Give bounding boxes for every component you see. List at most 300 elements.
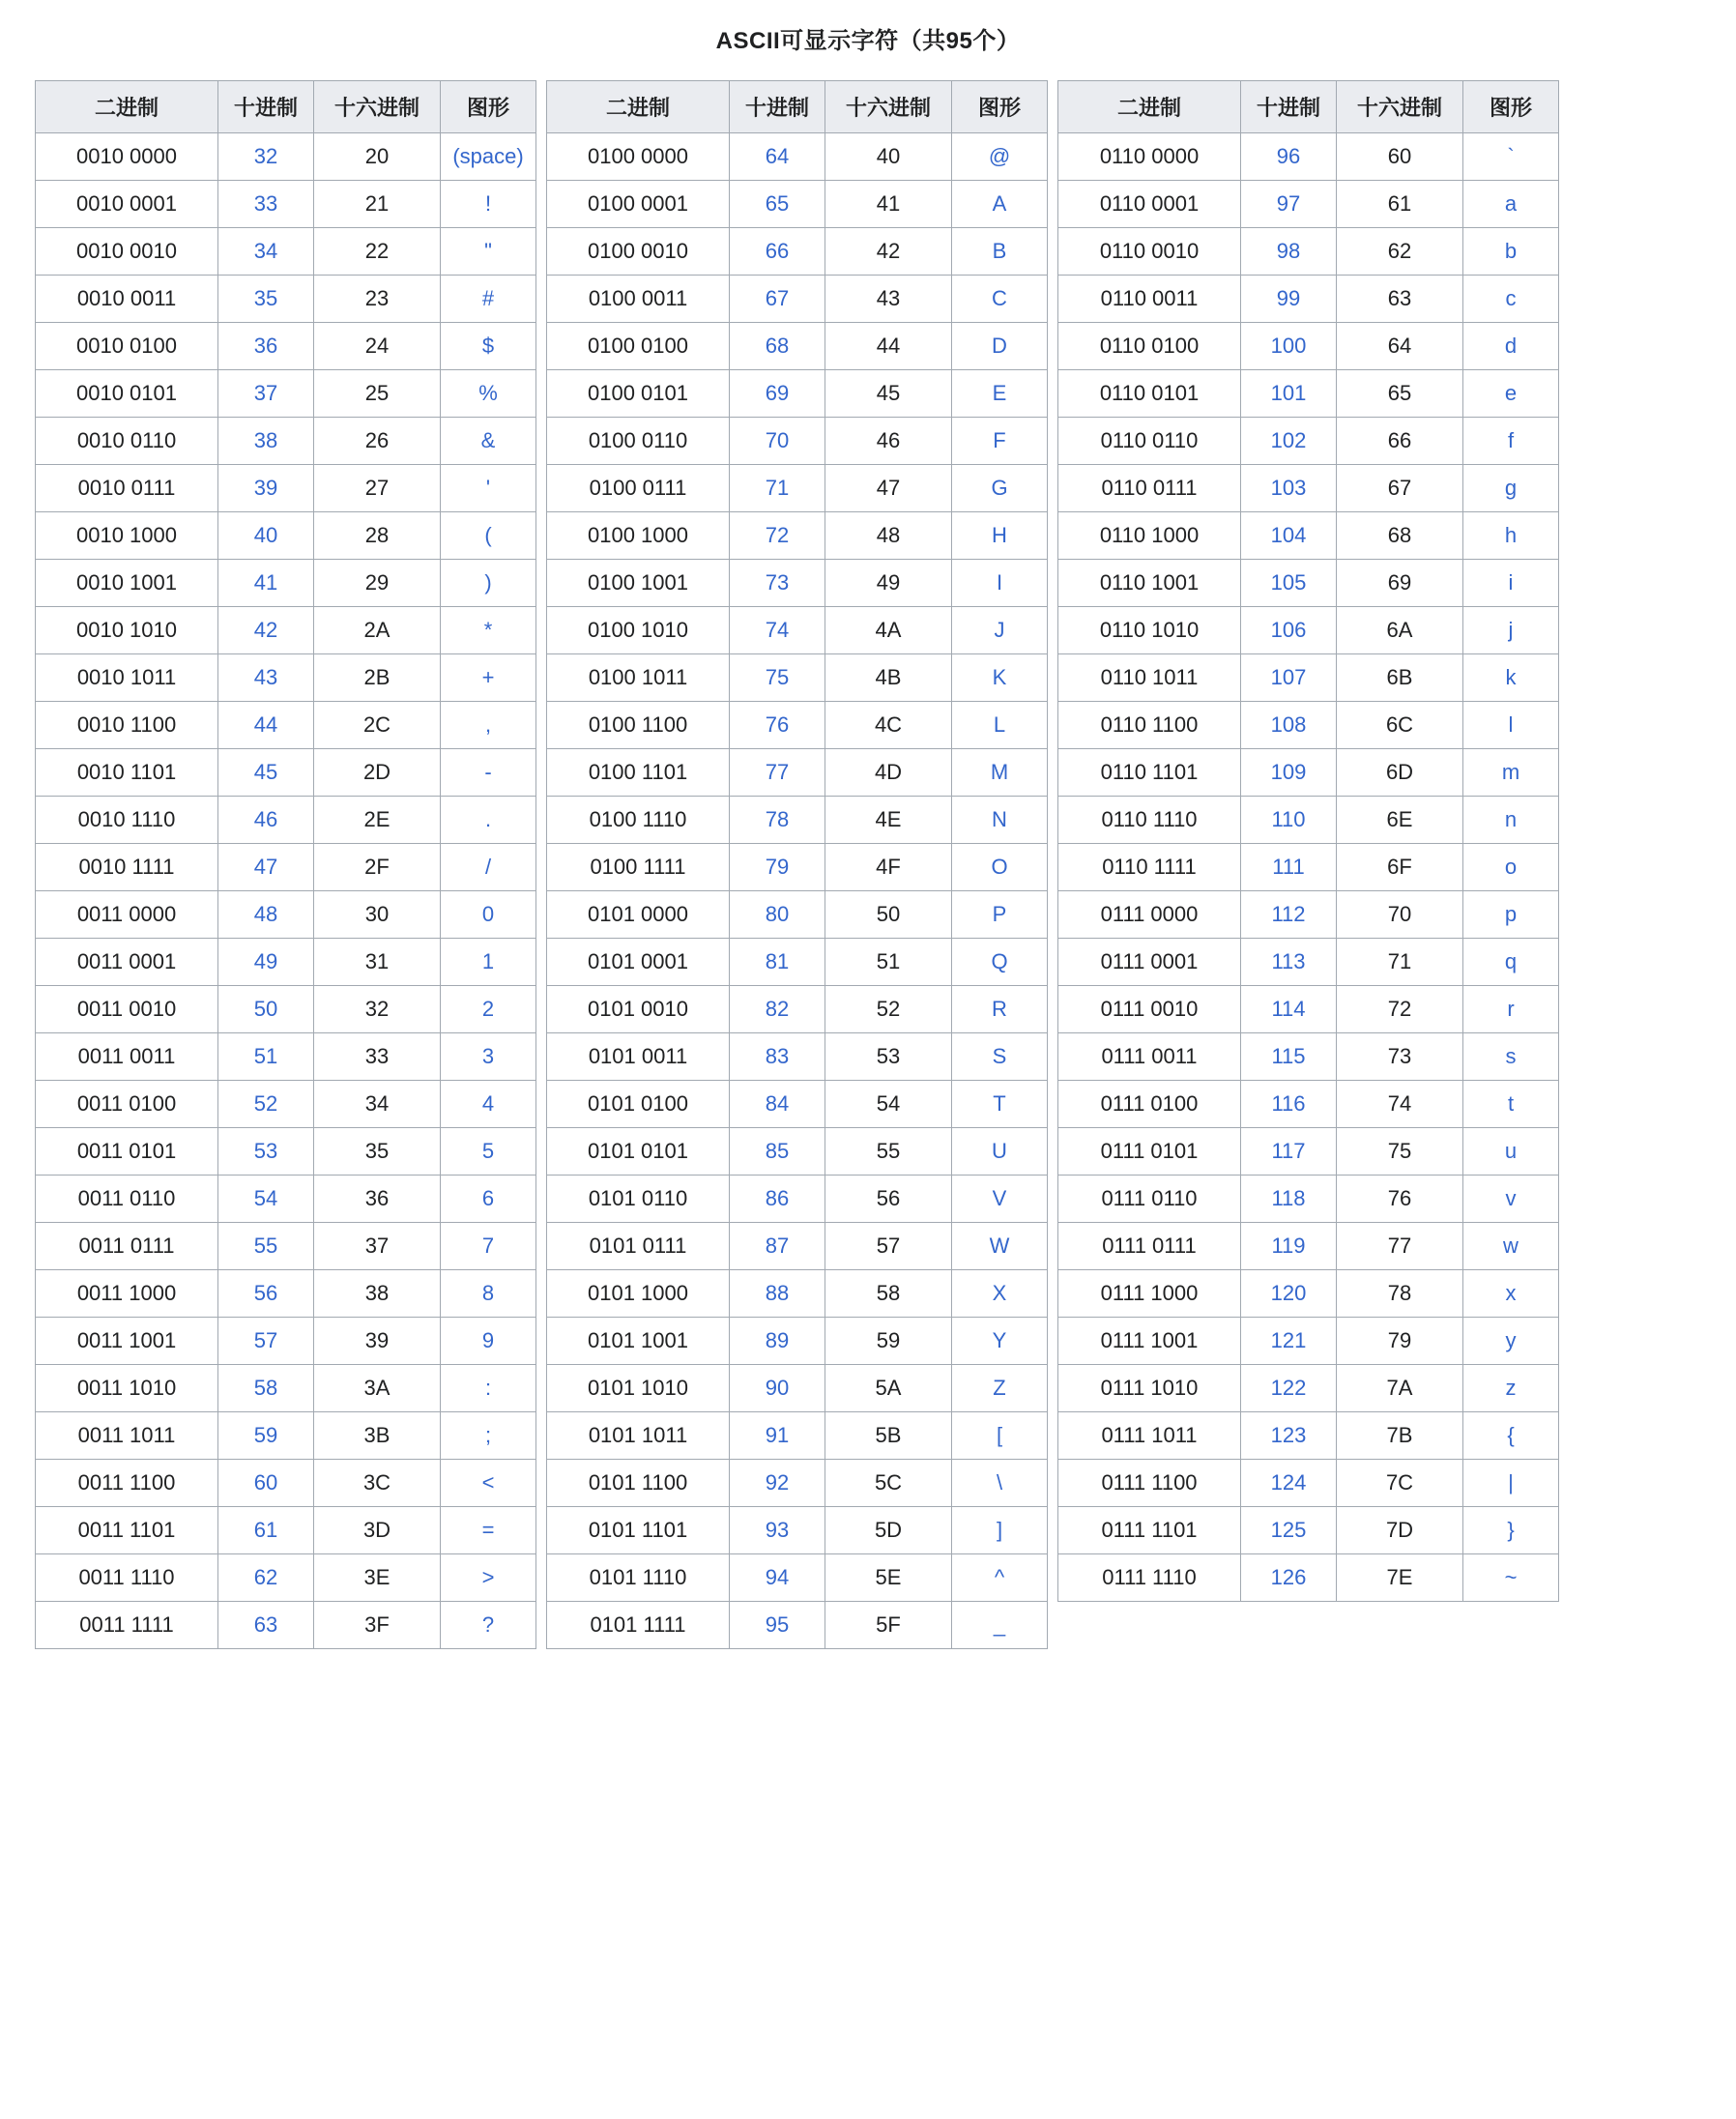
cell-link[interactable]: r (1507, 997, 1515, 1021)
cell-link[interactable]: n (1504, 807, 1518, 831)
cell-decimal (1241, 844, 1337, 891)
cell-hex: 21 (314, 181, 441, 228)
cell-glyph (1463, 1033, 1559, 1081)
cell-link[interactable]: p (1504, 902, 1518, 926)
cell-link[interactable]: 74 (765, 618, 790, 642)
cell-link[interactable]: 67 (765, 286, 790, 310)
cell-decimal (218, 1318, 314, 1365)
cell-glyph (1463, 1223, 1559, 1270)
cell-link[interactable]: g (1504, 476, 1518, 500)
cell-link[interactable]: 44 (253, 712, 278, 737)
cell-link[interactable]: * (483, 618, 493, 642)
cell-link[interactable]: 96 (1276, 144, 1301, 168)
cell-link[interactable]: 2 (481, 997, 495, 1021)
cell-decimal (1241, 465, 1337, 512)
cell-link[interactable]: 54 (253, 1186, 278, 1210)
cell-link[interactable]: 60 (253, 1470, 278, 1495)
table-row (547, 844, 1048, 891)
cell-link[interactable]: 68 (765, 334, 790, 358)
cell-link[interactable]: 62 (253, 1565, 278, 1589)
cell-binary: 0100 0010 (547, 228, 730, 276)
cell-binary: 0110 0001 (1058, 181, 1241, 228)
cell-decimal (1241, 749, 1337, 797)
cell-binary: 0100 0110 (547, 418, 730, 465)
cell-link[interactable]: 46 (253, 807, 278, 831)
table-row (36, 1460, 536, 1507)
cell-decimal (1241, 939, 1337, 986)
cell-link[interactable]: X (992, 1281, 1007, 1305)
cell-link[interactable]: ) (484, 570, 492, 595)
cell-link[interactable]: 108 (1270, 712, 1307, 737)
cell-link[interactable]: 121 (1270, 1328, 1307, 1352)
cell-link[interactable]: 83 (765, 1044, 790, 1068)
cell-link[interactable]: 40 (253, 523, 278, 547)
cell-binary: 0110 1000 (1058, 512, 1241, 560)
cell-link[interactable]: 57 (253, 1328, 278, 1352)
cell-decimal (1241, 560, 1337, 607)
cell-link[interactable]: ^ (994, 1565, 1005, 1589)
column-header-glyph: 图形 (441, 81, 536, 133)
cell-link[interactable]: 55 (253, 1234, 278, 1258)
cell-binary: 0110 1101 (1058, 749, 1241, 797)
table-row (36, 749, 536, 797)
table-row (36, 323, 536, 370)
cell-link[interactable]: 73 (765, 570, 790, 595)
cell-link[interactable]: D (992, 334, 1007, 358)
cell-link[interactable]: 116 (1271, 1091, 1306, 1116)
cell-link[interactable]: 97 (1276, 191, 1301, 216)
table-row (36, 702, 536, 749)
cell-link[interactable]: 109 (1270, 760, 1307, 784)
cell-hex: 6C (1337, 702, 1463, 749)
cell-link[interactable]: 38 (253, 428, 278, 452)
cell-decimal (730, 560, 825, 607)
cell-decimal (730, 1318, 825, 1365)
cell-binary: 0100 1001 (547, 560, 730, 607)
table-row (547, 891, 1048, 939)
cell-link[interactable]: 59 (253, 1423, 278, 1447)
cell-hex: 7E (1337, 1554, 1463, 1602)
cell-hex: 47 (825, 465, 952, 512)
cell-decimal (218, 465, 314, 512)
cell-link[interactable]: 86 (765, 1186, 790, 1210)
table-row (1058, 702, 1559, 749)
table-row (36, 560, 536, 607)
cell-link[interactable]: q (1504, 949, 1518, 973)
cell-link[interactable]: 49 (253, 949, 278, 973)
cell-link[interactable]: s (1505, 1044, 1517, 1068)
cell-decimal (218, 1128, 314, 1176)
cell-link[interactable]: J (994, 618, 1005, 642)
cell-binary: 0010 1101 (36, 749, 218, 797)
cell-link[interactable]: B (992, 239, 1007, 263)
cell-link[interactable]: 56 (253, 1281, 278, 1305)
ascii-table-container (23, 80, 1713, 1649)
cell-link[interactable]: 105 (1270, 570, 1307, 595)
cell-link[interactable]: 107 (1270, 665, 1307, 689)
cell-binary: 0010 1100 (36, 702, 218, 749)
cell-link[interactable]: 110 (1271, 807, 1306, 831)
cell-link[interactable]: 58 (253, 1376, 278, 1400)
table-row (547, 607, 1048, 654)
cell-link[interactable]: 102 (1270, 428, 1307, 452)
cell-link[interactable]: c (1505, 286, 1517, 310)
cell-binary: 0011 0001 (36, 939, 218, 986)
cell-decimal (1241, 1365, 1337, 1412)
cell-link[interactable]: S (992, 1044, 1007, 1068)
cell-link[interactable]: 99 (1276, 286, 1301, 310)
cell-link[interactable]: 103 (1270, 476, 1307, 500)
cell-link[interactable]: 112 (1271, 902, 1306, 926)
cell-link[interactable]: V (992, 1186, 1007, 1210)
table-row (1058, 1554, 1559, 1602)
cell-hex: 28 (314, 512, 441, 560)
cell-link[interactable]: t (1507, 1091, 1515, 1116)
cell-hex: 73 (1337, 1033, 1463, 1081)
cell-link[interactable]: Z (993, 1376, 1006, 1400)
cell-link[interactable]: # (481, 286, 495, 310)
cell-link[interactable]: 75 (765, 665, 790, 689)
table-row (547, 1270, 1048, 1318)
cell-link[interactable]: j (1508, 618, 1514, 642)
cell-link[interactable]: ! (484, 191, 492, 216)
cell-link[interactable]: 37 (253, 381, 278, 405)
cell-link[interactable]: 4 (481, 1091, 495, 1116)
cell-link[interactable]: 34 (253, 239, 278, 263)
cell-link[interactable]: A (992, 191, 1007, 216)
cell-link[interactable]: m (1501, 760, 1520, 784)
cell-link[interactable]: 72 (765, 523, 790, 547)
table-row (547, 654, 1048, 702)
cell-link[interactable]: 52 (253, 1091, 278, 1116)
cell-link[interactable]: 43 (253, 665, 278, 689)
cell-link[interactable]: [ (996, 1423, 1003, 1447)
cell-link[interactable]: b (1504, 239, 1518, 263)
cell-decimal (218, 891, 314, 939)
cell-link[interactable]: o (1504, 855, 1518, 879)
cell-link[interactable]: = (481, 1518, 495, 1542)
cell-link[interactable]: 117 (1271, 1139, 1306, 1163)
cell-link[interactable]: z (1505, 1376, 1517, 1400)
cell-link[interactable]: & (480, 428, 496, 452)
cell-link[interactable]: i (1508, 570, 1514, 595)
cell-link[interactable]: U (992, 1139, 1007, 1163)
cell-glyph (952, 560, 1048, 607)
cell-link[interactable]: W (989, 1234, 1010, 1258)
table-row (36, 1081, 536, 1128)
cell-link[interactable]: (space) (452, 144, 524, 168)
cell-hex: 66 (1337, 418, 1463, 465)
table-row (36, 418, 536, 465)
cell-hex: 72 (1337, 986, 1463, 1033)
cell-link[interactable]: $ (481, 334, 495, 358)
table-row (547, 1318, 1048, 1365)
cell-link[interactable]: 69 (765, 381, 790, 405)
cell-link[interactable]: v (1505, 1186, 1517, 1210)
cell-glyph (1463, 607, 1559, 654)
cell-link[interactable]: 36 (253, 334, 278, 358)
cell-decimal (218, 749, 314, 797)
cell-link[interactable]: 87 (765, 1234, 790, 1258)
cell-link[interactable]: d (1504, 334, 1518, 358)
cell-link[interactable]: 35 (253, 286, 278, 310)
cell-link[interactable]: 106 (1270, 618, 1307, 642)
cell-decimal (730, 512, 825, 560)
cell-link[interactable]: E (992, 381, 1007, 405)
cell-link[interactable]: f (1507, 428, 1515, 452)
cell-link[interactable]: 120 (1270, 1281, 1307, 1305)
cell-link[interactable]: 115 (1271, 1044, 1306, 1068)
cell-glyph (952, 891, 1048, 939)
cell-decimal (218, 418, 314, 465)
cell-link[interactable]: 7 (481, 1234, 495, 1258)
cell-link[interactable]: w (1503, 1234, 1519, 1258)
cell-link[interactable]: N (992, 807, 1007, 831)
cell-glyph (952, 465, 1048, 512)
cell-link[interactable]: 90 (765, 1376, 790, 1400)
cell-link[interactable]: - (484, 760, 492, 784)
cell-hex: 2C (314, 702, 441, 749)
cell-link[interactable]: I (996, 570, 1003, 595)
cell-link[interactable]: @ (988, 144, 1011, 168)
table-row (36, 1176, 536, 1223)
table-row (547, 512, 1048, 560)
cell-decimal (218, 181, 314, 228)
cell-link[interactable]: 76 (765, 712, 790, 737)
cell-binary: 0100 0001 (547, 181, 730, 228)
cell-glyph (441, 1602, 536, 1649)
cell-binary: 0110 0101 (1058, 370, 1241, 418)
cell-link[interactable]: H (992, 523, 1007, 547)
cell-hex: 30 (314, 891, 441, 939)
cell-glyph (1463, 1270, 1559, 1318)
cell-link[interactable]: 50 (253, 997, 278, 1021)
table-row (1058, 228, 1559, 276)
cell-link[interactable]: 126 (1270, 1565, 1307, 1589)
table-row (36, 228, 536, 276)
table-row (547, 986, 1048, 1033)
cell-link[interactable]: 9 (481, 1328, 495, 1352)
cell-link[interactable]: l (1508, 712, 1514, 737)
cell-link[interactable]: 47 (253, 855, 278, 879)
cell-link[interactable]: 91 (765, 1423, 790, 1447)
cell-link[interactable]: M (990, 760, 1009, 784)
cell-binary: 0010 1110 (36, 797, 218, 844)
cell-link[interactable]: | (1508, 1470, 1514, 1495)
cell-link[interactable]: ~ (1504, 1565, 1518, 1589)
cell-link[interactable]: 61 (253, 1518, 278, 1542)
cell-link[interactable]: Y (992, 1328, 1007, 1352)
cell-binary: 0101 1011 (547, 1412, 730, 1460)
cell-glyph (1463, 1554, 1559, 1602)
cell-link[interactable]: 42 (253, 618, 278, 642)
cell-link[interactable]: : (484, 1376, 492, 1400)
cell-decimal (730, 891, 825, 939)
cell-binary: 0100 0111 (547, 465, 730, 512)
cell-link[interactable]: 122 (1270, 1376, 1307, 1400)
cell-binary: 0101 0111 (547, 1223, 730, 1270)
cell-glyph (1463, 1412, 1559, 1460)
cell-link[interactable]: 89 (765, 1328, 790, 1352)
cell-decimal (1241, 702, 1337, 749)
cell-link[interactable]: x (1505, 1281, 1517, 1305)
cell-hex: 78 (1337, 1270, 1463, 1318)
cell-link[interactable]: e (1504, 381, 1518, 405)
cell-glyph (441, 512, 536, 560)
cell-link[interactable]: G (991, 476, 1008, 500)
cell-link[interactable]: 3 (481, 1044, 495, 1068)
cell-link[interactable]: 113 (1271, 949, 1306, 973)
cell-glyph (1463, 1460, 1559, 1507)
cell-link[interactable]: 101 (1270, 381, 1307, 405)
cell-link[interactable]: O (991, 855, 1008, 879)
cell-hex: 60 (1337, 133, 1463, 181)
cell-link[interactable]: 119 (1271, 1234, 1306, 1258)
cell-link[interactable]: Q (991, 949, 1008, 973)
cell-link[interactable]: K (992, 665, 1007, 689)
cell-binary: 0011 0111 (36, 1223, 218, 1270)
cell-link[interactable]: \ (996, 1470, 1003, 1495)
cell-link[interactable]: k (1505, 665, 1517, 689)
cell-link[interactable]: 66 (765, 239, 790, 263)
cell-link[interactable]: 82 (765, 997, 790, 1021)
cell-link[interactable]: L (993, 712, 1006, 737)
cell-link[interactable]: 79 (765, 855, 790, 879)
table-row (547, 370, 1048, 418)
cell-link[interactable]: 125 (1270, 1518, 1307, 1542)
cell-link[interactable]: 77 (765, 760, 790, 784)
cell-link[interactable]: 51 (253, 1044, 278, 1068)
cell-link[interactable]: h (1504, 523, 1518, 547)
cell-link[interactable]: % (478, 381, 498, 405)
table-row (1058, 276, 1559, 323)
cell-link[interactable]: 84 (765, 1091, 790, 1116)
cell-decimal (1241, 512, 1337, 560)
cell-link[interactable]: } (1507, 1518, 1515, 1542)
cell-link[interactable]: 78 (765, 807, 790, 831)
cell-glyph (952, 1128, 1048, 1176)
cell-link[interactable]: u (1504, 1139, 1518, 1163)
cell-link[interactable]: { (1507, 1423, 1515, 1447)
cell-link[interactable]: 100 (1270, 334, 1307, 358)
cell-link[interactable]: 80 (765, 902, 790, 926)
cell-link[interactable]: 63 (253, 1612, 278, 1637)
cell-link[interactable]: 88 (765, 1281, 790, 1305)
cell-link[interactable]: ] (996, 1518, 1003, 1542)
cell-link[interactable]: 48 (253, 902, 278, 926)
cell-link[interactable]: 94 (765, 1565, 790, 1589)
cell-link[interactable]: 104 (1270, 523, 1307, 547)
cell-binary: 0011 1101 (36, 1507, 218, 1554)
cell-link[interactable]: 70 (765, 428, 790, 452)
cell-decimal (218, 1176, 314, 1223)
cell-hex: 5A (825, 1365, 952, 1412)
cell-link[interactable]: C (992, 286, 1007, 310)
cell-link[interactable]: 95 (765, 1612, 790, 1637)
cell-link[interactable]: 81 (765, 949, 790, 973)
table-row (36, 1270, 536, 1318)
cell-hex: 42 (825, 228, 952, 276)
cell-binary: 0101 0010 (547, 986, 730, 1033)
cell-glyph (441, 1365, 536, 1412)
cell-link[interactable]: y (1505, 1328, 1517, 1352)
cell-link[interactable]: 85 (765, 1139, 790, 1163)
cell-link[interactable]: 32 (253, 144, 278, 168)
cell-binary: 0110 0100 (1058, 323, 1241, 370)
cell-decimal (1241, 1270, 1337, 1318)
cell-link[interactable]: " (484, 239, 492, 263)
cell-link[interactable]: 92 (765, 1470, 790, 1495)
cell-binary: 0011 0011 (36, 1033, 218, 1081)
cell-glyph (952, 1365, 1048, 1412)
cell-hex: 58 (825, 1270, 952, 1318)
cell-link[interactable]: 64 (765, 144, 790, 168)
cell-decimal (730, 1554, 825, 1602)
cell-link[interactable]: < (481, 1470, 495, 1495)
cell-link[interactable]: 5 (481, 1139, 495, 1163)
cell-decimal (730, 370, 825, 418)
cell-link[interactable]: 53 (253, 1139, 278, 1163)
cell-link[interactable]: ( (484, 523, 492, 547)
cell-hex: 67 (1337, 465, 1463, 512)
cell-link[interactable]: 65 (765, 191, 790, 216)
cell-link[interactable]: F (993, 428, 1006, 452)
cell-link[interactable]: . (484, 807, 492, 831)
cell-link[interactable]: 0 (481, 902, 495, 926)
cell-glyph (441, 797, 536, 844)
cell-link[interactable]: 33 (253, 191, 278, 216)
cell-link[interactable]: / (484, 855, 492, 879)
cell-link[interactable]: 98 (1276, 239, 1301, 263)
cell-hex: 4A (825, 607, 952, 654)
cell-link[interactable]: > (481, 1565, 495, 1589)
cell-link[interactable]: 8 (481, 1281, 495, 1305)
cell-link[interactable]: 124 (1270, 1470, 1307, 1495)
cell-link[interactable]: ' (485, 476, 491, 500)
cell-hex: 55 (825, 1128, 952, 1176)
cell-link[interactable]: 123 (1270, 1423, 1307, 1447)
cell-decimal (730, 986, 825, 1033)
cell-link[interactable]: a (1504, 191, 1518, 216)
cell-link[interactable]: 93 (765, 1518, 790, 1542)
cell-hex: 45 (825, 370, 952, 418)
cell-link[interactable]: 114 (1271, 997, 1306, 1021)
cell-link[interactable]: P (992, 902, 1007, 926)
table-row (1058, 323, 1559, 370)
cell-link[interactable]: 41 (253, 570, 278, 595)
cell-link[interactable]: 6 (481, 1186, 495, 1210)
cell-hex: 2E (314, 797, 441, 844)
cell-link[interactable]: 1 (481, 949, 495, 973)
cell-binary: 0010 0011 (36, 276, 218, 323)
cell-link[interactable]: 45 (253, 760, 278, 784)
cell-link[interactable]: T (993, 1091, 1006, 1116)
cell-link[interactable]: _ (993, 1612, 1006, 1637)
cell-link[interactable]: R (992, 997, 1007, 1021)
cell-link[interactable]: 71 (765, 476, 790, 500)
cell-glyph (952, 1318, 1048, 1365)
cell-link[interactable]: 118 (1271, 1186, 1306, 1210)
table-header-row (36, 81, 536, 133)
cell-link[interactable]: ` (1507, 144, 1515, 168)
cell-link[interactable]: , (484, 712, 492, 737)
cell-binary: 0011 0010 (36, 986, 218, 1033)
cell-link[interactable]: 111 (1272, 855, 1305, 879)
cell-link[interactable]: + (481, 665, 495, 689)
cell-link[interactable]: 39 (253, 476, 278, 500)
cell-link[interactable]: ; (484, 1423, 492, 1447)
cell-link[interactable]: ? (481, 1612, 495, 1637)
